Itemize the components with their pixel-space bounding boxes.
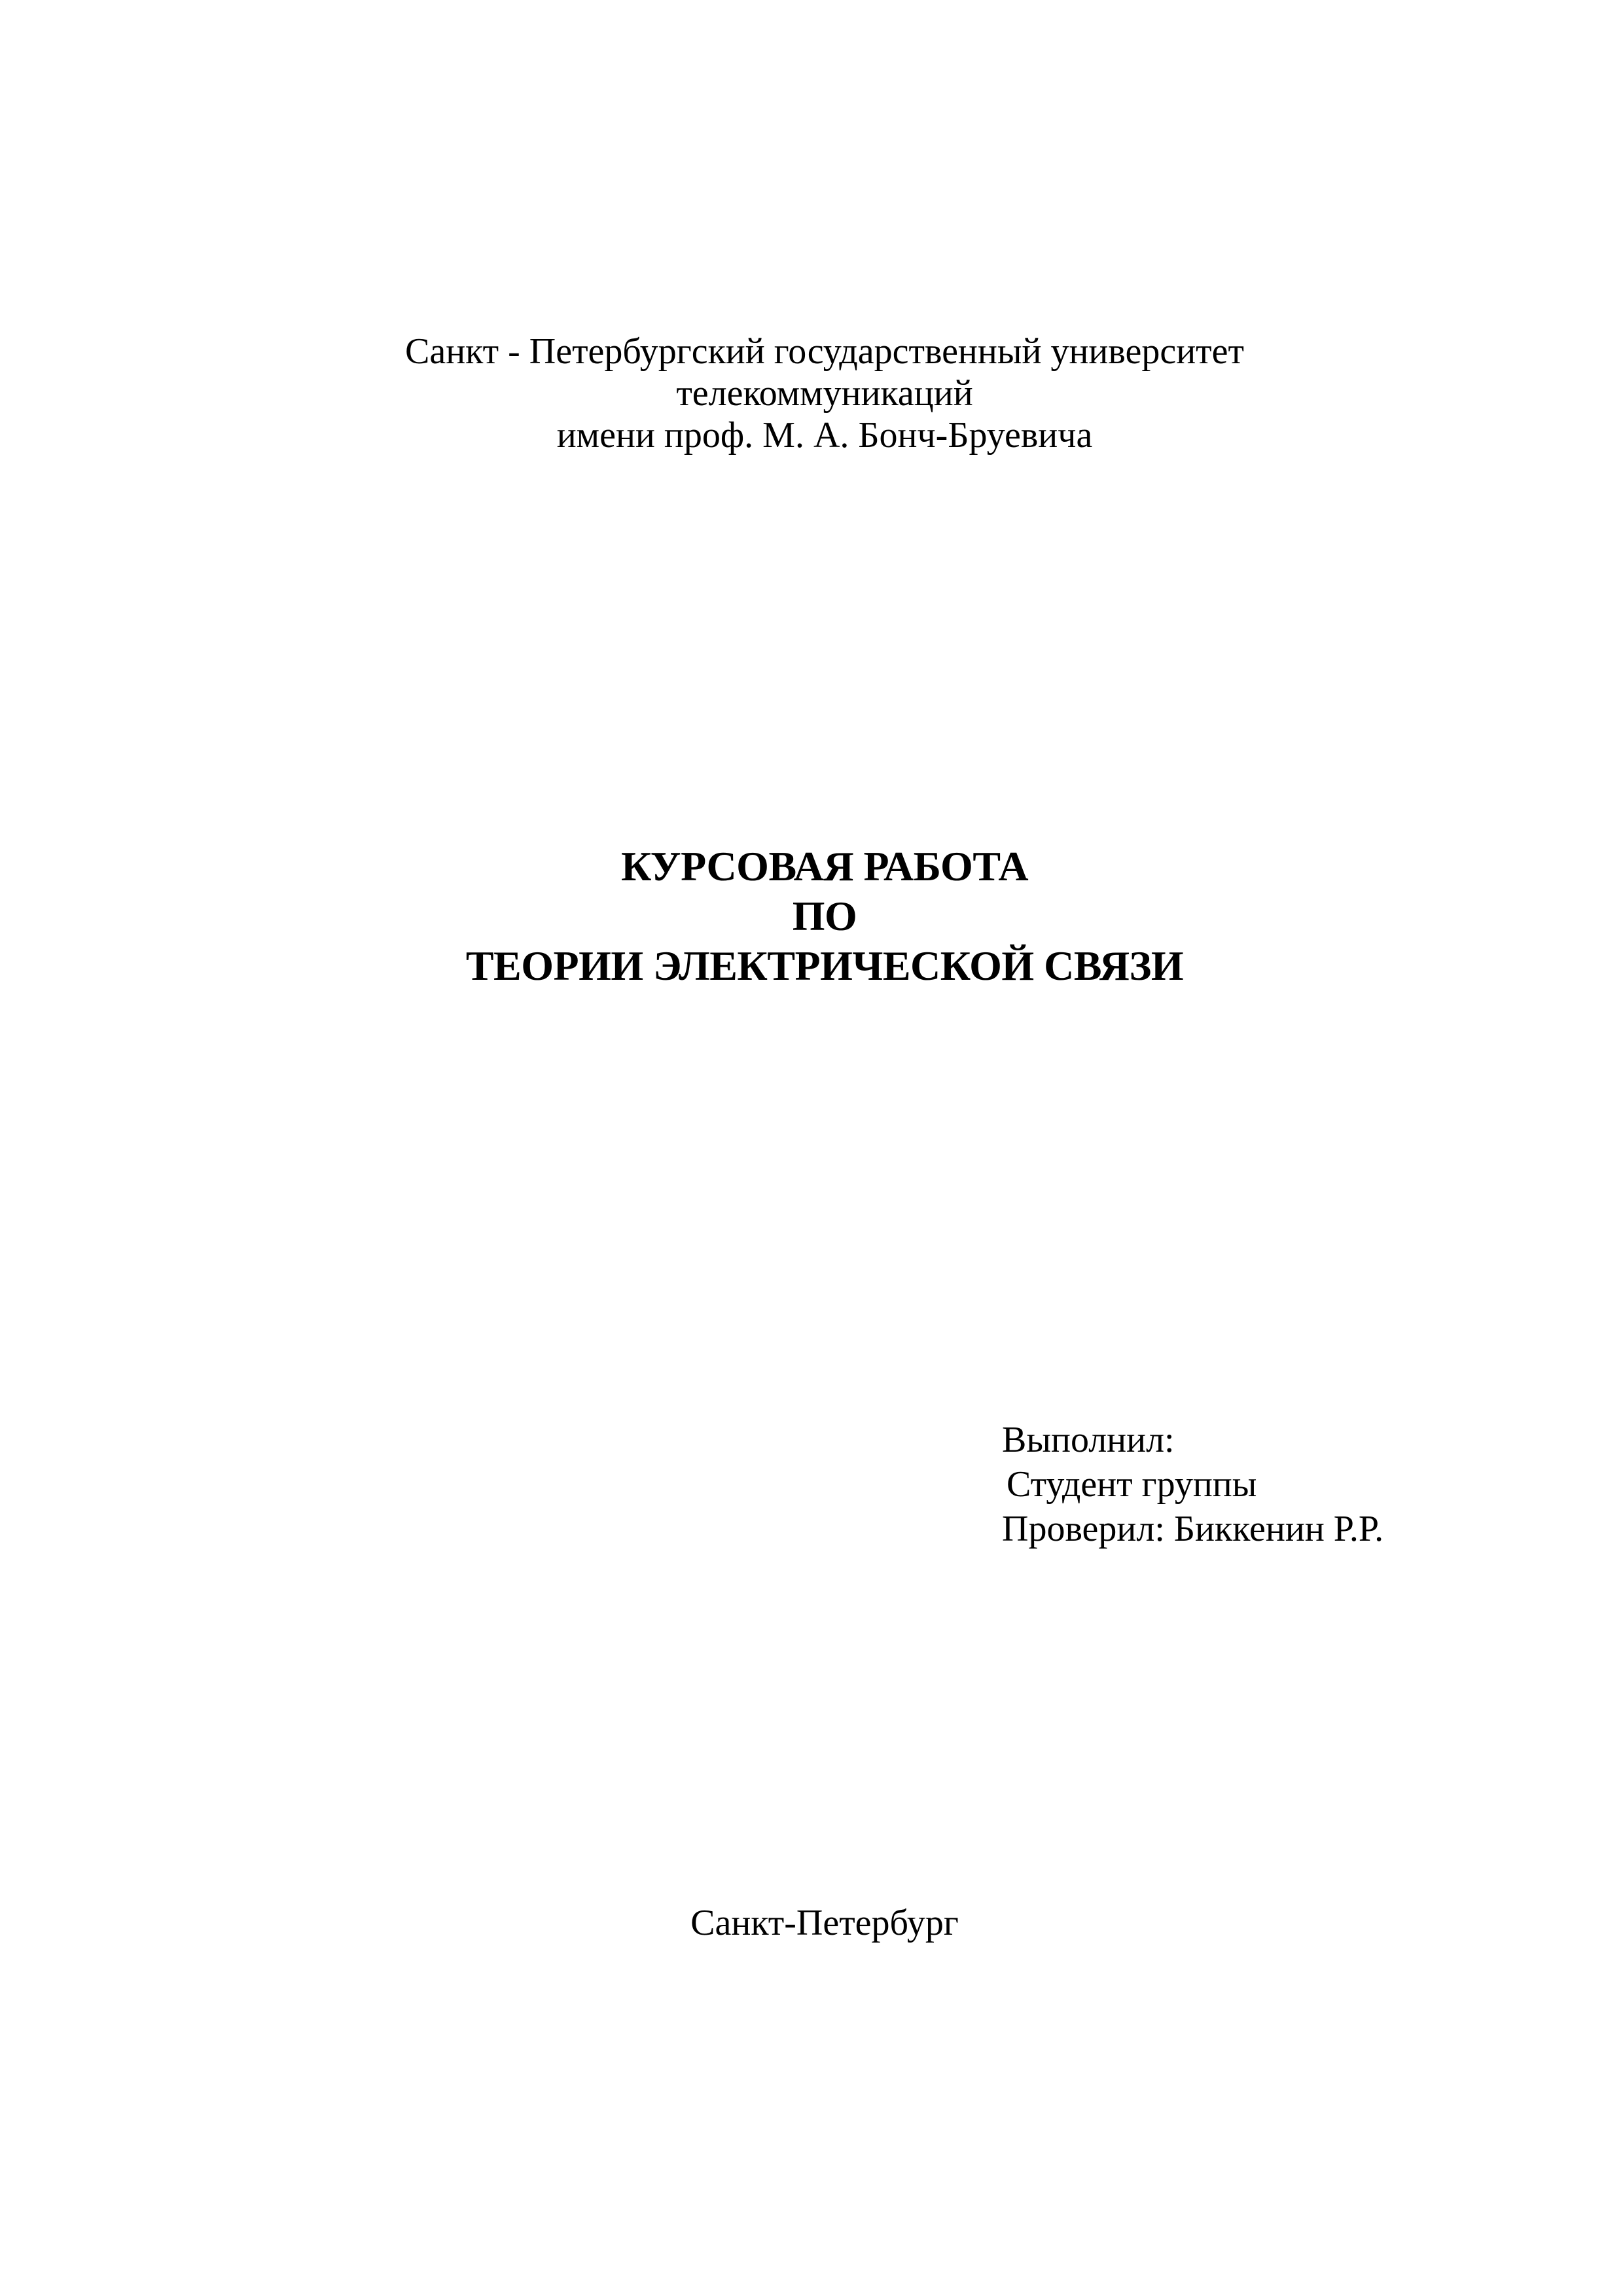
university-name-line-3: имени проф. М. А. Бонч-Бруевича <box>556 415 1093 456</box>
checked-by-label: Проверил: Биккенин Р.Р. <box>1002 1509 1384 1549</box>
university-name-line-1: Санкт - Петербургский государственный университет <box>405 331 1244 372</box>
student-group-label: Студент группы <box>1007 1464 1257 1505</box>
university-name-line-2: телекоммуникаций <box>676 373 973 414</box>
document-title-line-1: КУРСОВАЯ РАБОТА <box>620 843 1029 889</box>
document-title-line-3: ТЕОРИИ ЭЛЕКТРИЧЕСКОЙ СВЯЗИ <box>465 942 1184 989</box>
city-label: Санкт-Петербург <box>690 1903 959 1943</box>
performed-by-label: Выполнил: <box>1002 1420 1175 1460</box>
document-title-line-2: ПО <box>792 893 857 939</box>
